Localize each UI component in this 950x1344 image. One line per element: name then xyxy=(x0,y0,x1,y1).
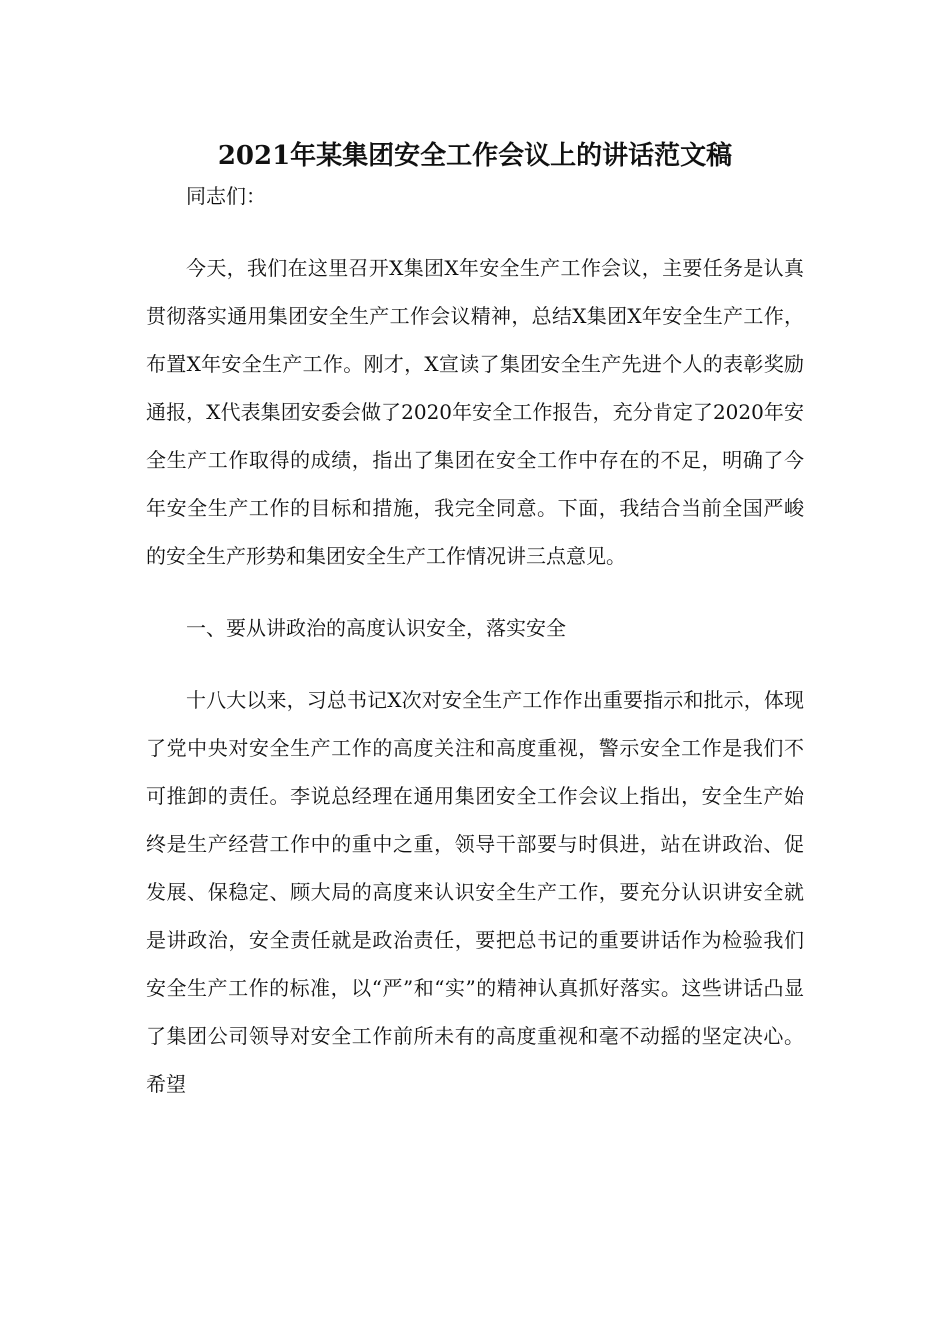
document-body xyxy=(146,172,804,1108)
intro-paragraph: 今天，我们在这里召开X集团X年安全生产工作会议，主要任务是认真贯彻落实通用集团安全生产工作会议精神，总结X集团X年安全生产工作，布置X年安全生产工作。刚才，X宣读了集团安全生产先进个人的表彰奖励通报，X代表集团安委会做了2020年安全工作报告，充分肯定了2020年安全生产工作取得的成绩，指出了集团在安全工作中存在的不足，明确了今年安全生产工作的目标和措施，我完全同意。下面，我结合当前全国严峻的安全生产形势和集团安全生产工作情况讲三点意见。 xyxy=(146,256,804,568)
salutation: 同志们： xyxy=(186,184,266,208)
section-heading-1: 一、要从讲政治的高度认识安全，落实安全 xyxy=(186,616,566,640)
section-1-paragraph: 十八大以来，习总书记X次对安全生产工作作出重要指示和批示，体现了党中央对安全生产工作的高度关注和高度重视，警示安全工作是我们不可推卸的责任。李说总经理在通用集团安全工作会议上指出，安全生产始终是生产经营工作中的重中之重，领导干部要与时俱进，站在讲政治、促发展、保稳定、顾大局的高度来认识安全生产工作，要充分认识讲安全就是讲政治，安全责任就是政治责任，要把总书记的重要讲话作为检验我们安全生产工作的标准，以“严”和“实”的精神认真抓好落实。这些讲话凸显了集团公司领导对安全工作前所未有的高度重视和毫不动摇的坚定决心。希望 xyxy=(146,688,804,1096)
document-title: 2021年某集团安全工作会议上的讲话范文稿 xyxy=(217,141,733,171)
